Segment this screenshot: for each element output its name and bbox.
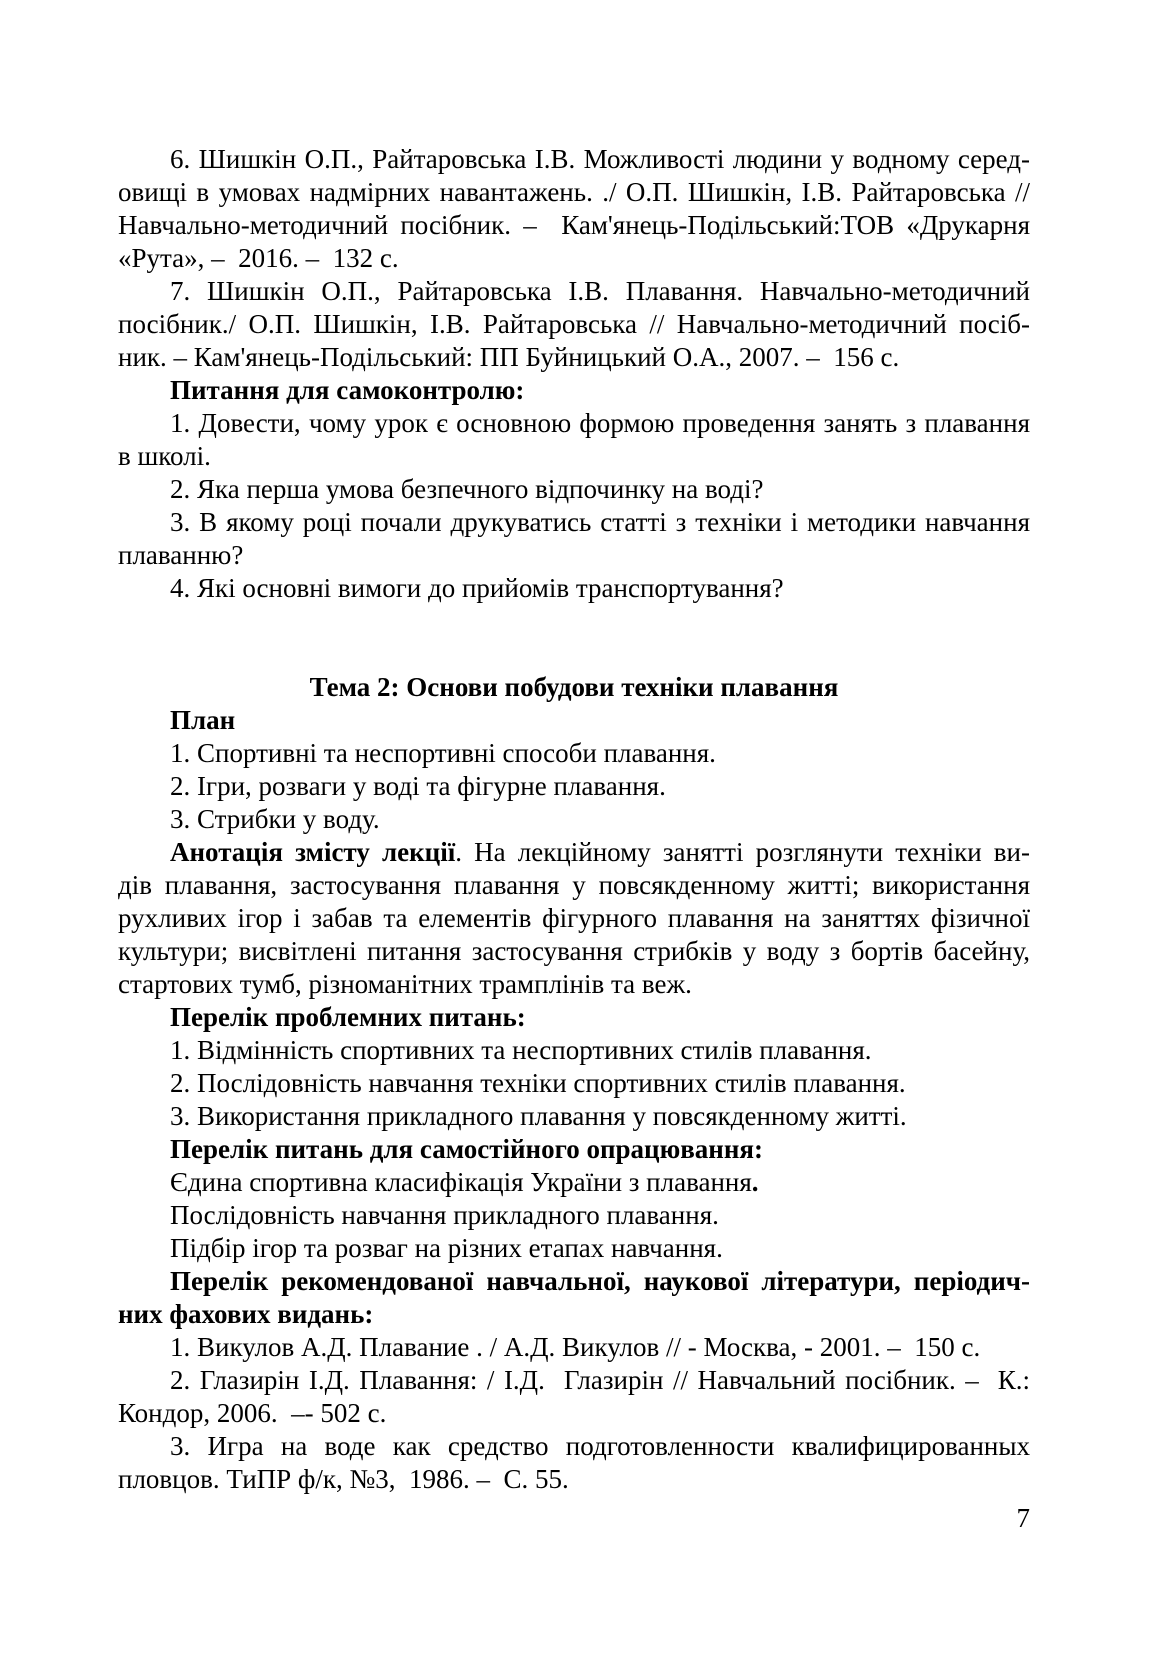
text-line	[118, 242, 1030, 275]
text-line	[118, 704, 1030, 737]
text-line	[118, 341, 1030, 374]
text-line	[118, 1232, 1030, 1265]
text-line	[118, 1001, 1030, 1034]
text-line	[118, 506, 1030, 539]
text-segment: 2. Яка перша умова безпечного відпочинку на воді?	[170, 474, 764, 504]
text-line	[118, 869, 1030, 902]
text-segment: ник. – Кам'янець-Подільський: ПП Буйницький О.А., 2007. – 156 с.	[118, 342, 900, 372]
bold-text-segment: Перелік питань для самостійного опрацювання:	[170, 1134, 763, 1164]
text-segment: Єдина спортивна класифікація України з плавання	[170, 1167, 752, 1197]
text-line	[118, 1199, 1030, 1232]
text-line	[118, 737, 1030, 770]
text-segment: Послідовність навчання прикладного плавання.	[170, 1200, 719, 1230]
text-segment: стартових тумб, різноманітних трамплінів та веж.	[118, 969, 692, 999]
bold-text-segment: .	[751, 1167, 759, 1197]
text-line	[118, 1364, 1030, 1397]
text-segment: культури; висвітлені питання застосування стрибків у воду з бортів басейну,	[118, 936, 1030, 966]
text-line	[118, 176, 1030, 209]
text-segment: рухливих ігор і забав та елементів фігурного плавання на заняттях фізичної	[118, 903, 1030, 933]
text-segment: посібник./ О.П. Шишкін, І.В. Райтаровська // Навчально-методичний посіб-	[118, 309, 1030, 339]
text-segment: плаванню?	[118, 540, 244, 570]
text-line	[118, 836, 1030, 869]
text-segment: 3. Стрибки у воду.	[170, 804, 380, 834]
text-segment: 2. Послідовність навчання техніки спортивних стилів плавання.	[170, 1068, 906, 1098]
text-line	[118, 440, 1030, 473]
text-segment: 3. В якому році почали друкуватись статті з техніки і методики навчання	[170, 507, 1030, 537]
bold-text-segment: Анотація змісту лекції	[170, 837, 456, 867]
text-segment: 6. Шишкін О.П., Райтаровська І.В. Можливості людини у водному серед-	[170, 144, 1030, 174]
text-line	[118, 1133, 1030, 1166]
text-segment: овищі в умовах надмірних навантажень. ./ О.П. Шишкін, І.В. Райтаровська //	[118, 177, 1030, 207]
text-segment: дів плавання, застосування плавання у повсякденному житті; використання	[118, 870, 1030, 900]
text-line	[118, 374, 1030, 407]
text-line	[118, 1430, 1030, 1463]
text-line	[118, 209, 1030, 242]
text-line	[118, 1100, 1030, 1133]
text-line	[118, 1331, 1030, 1364]
text-line	[118, 473, 1030, 506]
bold-text-segment: Перелік проблемних питань:	[170, 1002, 526, 1032]
text-line	[118, 539, 1030, 572]
text-line	[118, 308, 1030, 341]
text-segment: 3. Використання прикладного плавання у повсякденному житті.	[170, 1101, 907, 1131]
text-line	[118, 671, 1030, 704]
bold-text-segment: Тема 2: Основи побудови техніки плавання	[309, 672, 839, 702]
text-line	[118, 935, 1030, 968]
text-segment: 1. Відмінність спортивних та неспортивних стилів плавання.	[170, 1035, 872, 1065]
bold-text-segment: них фахових видань:	[118, 1299, 374, 1329]
text-segment: 2. Ігри, розваги у воді та фігурне плавання.	[170, 771, 666, 801]
text-segment: 7. Шишкін О.П., Райтаровська І.В. Плавання. Навчально-методичний	[170, 276, 1030, 306]
text-line	[118, 1067, 1030, 1100]
page-number: 7	[1016, 1503, 1030, 1533]
text-segment: Кондор, 2006. –- 502 с.	[118, 1398, 387, 1428]
text-line	[118, 1265, 1030, 1298]
text-segment: в школі.	[118, 441, 211, 471]
text-line	[118, 572, 1030, 605]
text-segment: 4. Які основні вимоги до прийомів транспортування?	[170, 573, 784, 603]
blank-gap	[118, 605, 1030, 671]
text-block	[118, 143, 1030, 1535]
text-segment: 1. Довести, чому урок є основною формою проведення занять з плавання	[170, 408, 1030, 438]
text-segment: Навчально-методичний посібник. – Кам'янець-Подільський:ТОВ «Друкарня	[118, 210, 1030, 240]
bold-text-segment: План	[170, 705, 236, 735]
text-line	[118, 407, 1030, 440]
text-line	[118, 770, 1030, 803]
bold-text-segment: Питання для самоконтролю:	[170, 375, 525, 405]
text-segment: . На лекційному занятті розглянути техніки ви-	[455, 837, 1030, 867]
text-segment: пловцов. ТиПР ф/к, №3, 1986. – С. 55.	[118, 1464, 569, 1494]
text-line	[118, 968, 1030, 1001]
bold-text-segment: Перелік рекомендованої навчальної, наукової літератури, періодич-	[170, 1266, 1030, 1296]
text-segment: 1. Спортивні та неспортивні способи плавання.	[170, 738, 716, 768]
text-line	[118, 275, 1030, 308]
text-segment: 1. Викулов А.Д. Плавание . / А.Д. Викулов // - Москва, - 2001. – 150 с.	[170, 1332, 981, 1362]
text-segment: «Рута», – 2016. – 132 с.	[118, 243, 399, 273]
text-segment: Підбір ігор та розваг на різних етапах навчання.	[170, 1233, 723, 1263]
text-line	[118, 1166, 1030, 1199]
text-line	[118, 143, 1030, 176]
text-segment: 2. Глазирін І.Д. Плавання: / І.Д. Глазирін // Навчальний посібник. – К.:	[170, 1365, 1030, 1395]
text-line	[118, 803, 1030, 836]
text-line	[118, 1298, 1030, 1331]
text-line	[118, 902, 1030, 935]
text-line	[118, 1463, 1030, 1496]
text-segment: 3. Игра на воде как средство подготовленности квалифицированных	[170, 1431, 1030, 1461]
text-line	[118, 1397, 1030, 1430]
text-line	[118, 1034, 1030, 1067]
